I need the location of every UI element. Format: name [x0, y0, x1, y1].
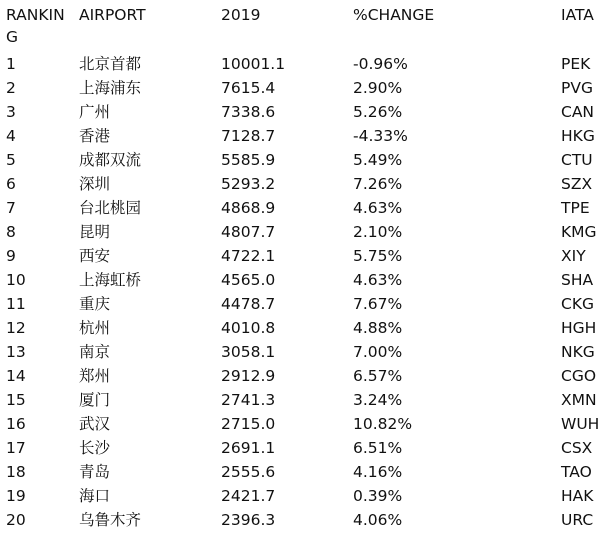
airport-name-cell: 上海浦东	[79, 79, 142, 97]
passenger-value-cell: 4478.7	[221, 295, 276, 313]
iata-code-cell: CKG	[561, 295, 594, 313]
airport-name-cell: 郑州	[79, 367, 111, 385]
table-row	[0, 364, 614, 388]
table-row	[0, 148, 614, 172]
rank-cell: 4	[6, 127, 16, 145]
percent-change-cell: 4.16%	[353, 463, 403, 481]
passenger-value-cell: 2691.1	[221, 439, 276, 457]
table-row	[0, 388, 614, 412]
airport-column-header: AIRPORT	[79, 6, 146, 24]
table-row	[0, 436, 614, 460]
iata-code-cell: SHA	[561, 271, 594, 289]
rank-cell: 14	[6, 367, 26, 385]
passenger-value-cell: 4565.0	[221, 271, 276, 289]
rank-cell: 18	[6, 463, 26, 481]
percent-change-cell: 5.75%	[353, 247, 403, 265]
airport-name-cell: 长沙	[79, 439, 111, 457]
percent-change-cell: 4.63%	[353, 199, 403, 217]
iata-column-header: IATA	[561, 6, 594, 24]
iata-code-cell: TAO	[561, 463, 592, 481]
table-row	[0, 124, 614, 148]
percent-change-cell: -4.33%	[353, 127, 408, 145]
rank-cell: 2	[6, 79, 16, 97]
airport-name-cell: 南京	[79, 343, 111, 361]
iata-code-cell: XIY	[561, 247, 586, 265]
iata-code-cell: SZX	[561, 175, 593, 193]
passenger-value-cell: 4010.8	[221, 319, 276, 337]
airport-name-cell: 乌鲁木齐	[79, 511, 142, 529]
percent-change-cell: 5.49%	[353, 151, 403, 169]
iata-code-cell: HAK	[561, 487, 594, 505]
passenger-value-cell: 2421.7	[221, 487, 276, 505]
passenger-value-cell: 7615.4	[221, 79, 276, 97]
table-row	[0, 412, 614, 436]
percent-change-cell: 4.06%	[353, 511, 403, 529]
table-row	[0, 292, 614, 316]
percent-change-cell: 3.24%	[353, 391, 403, 409]
percent-change-cell: 7.26%	[353, 175, 403, 193]
table-row	[0, 196, 614, 220]
percent-change-cell: 0.39%	[353, 487, 403, 505]
percent-change-cell: 2.10%	[353, 223, 403, 241]
rank-cell: 8	[6, 223, 16, 241]
table-row	[0, 508, 614, 532]
airport-name-cell: 成都双流	[79, 151, 142, 169]
change-column-header: %CHANGE	[353, 6, 435, 24]
passenger-value-cell: 2715.0	[221, 415, 276, 433]
rank-cell: 10	[6, 271, 26, 289]
airport-name-cell: 武汉	[79, 415, 111, 433]
rank-cell: 5	[6, 151, 16, 169]
rank-cell: 11	[6, 295, 26, 313]
rank-cell: 7	[6, 199, 16, 217]
ranking-column-header: RANKING	[6, 6, 65, 46]
table-row	[0, 76, 614, 100]
table-row	[0, 316, 614, 340]
passenger-value-cell: 7128.7	[221, 127, 276, 145]
passenger-value-cell: 4807.7	[221, 223, 276, 241]
rank-cell: 6	[6, 175, 16, 193]
table-row	[0, 220, 614, 244]
iata-code-cell: URC	[561, 511, 594, 529]
airport-name-cell: 杭州	[79, 319, 111, 337]
rank-cell: 17	[6, 439, 26, 457]
passenger-value-cell: 5293.2	[221, 175, 276, 193]
percent-change-cell: 4.63%	[353, 271, 403, 289]
table-row	[0, 100, 614, 124]
table-row	[0, 484, 614, 508]
rank-cell: 9	[6, 247, 16, 265]
rank-cell: 1	[6, 55, 16, 73]
passenger-value-cell: 2555.6	[221, 463, 276, 481]
iata-code-cell: HKG	[561, 127, 595, 145]
passenger-value-cell: 2912.9	[221, 367, 276, 385]
passenger-value-cell: 4722.1	[221, 247, 276, 265]
airport-name-cell: 重庆	[79, 295, 111, 313]
percent-change-cell: 5.26%	[353, 103, 403, 121]
passenger-value-cell: 2396.3	[221, 511, 276, 529]
rank-cell: 20	[6, 511, 26, 529]
passenger-value-cell: 4868.9	[221, 199, 276, 217]
table-body	[0, 52, 614, 532]
passenger-value-cell: 10001.1	[221, 55, 286, 73]
table-row	[0, 52, 614, 76]
airport-name-cell: 香港	[79, 127, 111, 145]
iata-code-cell: NKG	[561, 343, 595, 361]
table-row	[0, 172, 614, 196]
table-row	[0, 244, 614, 268]
percent-change-cell: 4.88%	[353, 319, 403, 337]
airport-name-cell: 上海虹桥	[79, 271, 142, 289]
airport-name-cell: 昆明	[79, 223, 111, 241]
passenger-value-cell: 7338.6	[221, 103, 276, 121]
airport-name-cell: 海口	[79, 487, 111, 505]
iata-code-cell: CSX	[561, 439, 593, 457]
airport-name-cell: 西安	[79, 247, 111, 265]
table-header-row	[0, 0, 614, 52]
airport-name-cell: 北京首都	[79, 55, 142, 73]
year-column-header: 2019	[221, 6, 261, 24]
percent-change-cell: 7.00%	[353, 343, 403, 361]
table-row	[0, 340, 614, 364]
percent-change-cell: 10.82%	[353, 415, 413, 433]
iata-code-cell: CGO	[561, 367, 597, 385]
percent-change-cell: -0.96%	[353, 55, 408, 73]
percent-change-cell: 6.57%	[353, 367, 403, 385]
iata-code-cell: PEK	[561, 55, 591, 73]
iata-code-cell: XMN	[561, 391, 597, 409]
iata-code-cell: PVG	[561, 79, 593, 97]
percent-change-cell: 2.90%	[353, 79, 403, 97]
percent-change-cell: 6.51%	[353, 439, 403, 457]
rank-cell: 15	[6, 391, 26, 409]
passenger-value-cell: 5585.9	[221, 151, 276, 169]
airport-name-cell: 广州	[79, 103, 111, 121]
iata-code-cell: WUH	[561, 415, 600, 433]
airport-name-cell: 厦门	[79, 391, 111, 409]
table-row	[0, 268, 614, 292]
airport-name-cell: 青岛	[79, 463, 111, 481]
rank-cell: 16	[6, 415, 26, 433]
airport-name-cell: 台北桃园	[79, 199, 142, 217]
passenger-value-cell: 3058.1	[221, 343, 276, 361]
iata-code-cell: CTU	[561, 151, 593, 169]
iata-code-cell: HGH	[561, 319, 597, 337]
rank-cell: 12	[6, 319, 26, 337]
rank-cell: 19	[6, 487, 26, 505]
iata-code-cell: TPE	[561, 199, 590, 217]
percent-change-cell: 7.67%	[353, 295, 403, 313]
passenger-value-cell: 2741.3	[221, 391, 276, 409]
rank-cell: 3	[6, 103, 16, 121]
table-row	[0, 460, 614, 484]
rank-cell: 13	[6, 343, 26, 361]
airport-name-cell: 深圳	[79, 175, 111, 193]
iata-code-cell: CAN	[561, 103, 595, 121]
iata-code-cell: KMG	[561, 223, 597, 241]
